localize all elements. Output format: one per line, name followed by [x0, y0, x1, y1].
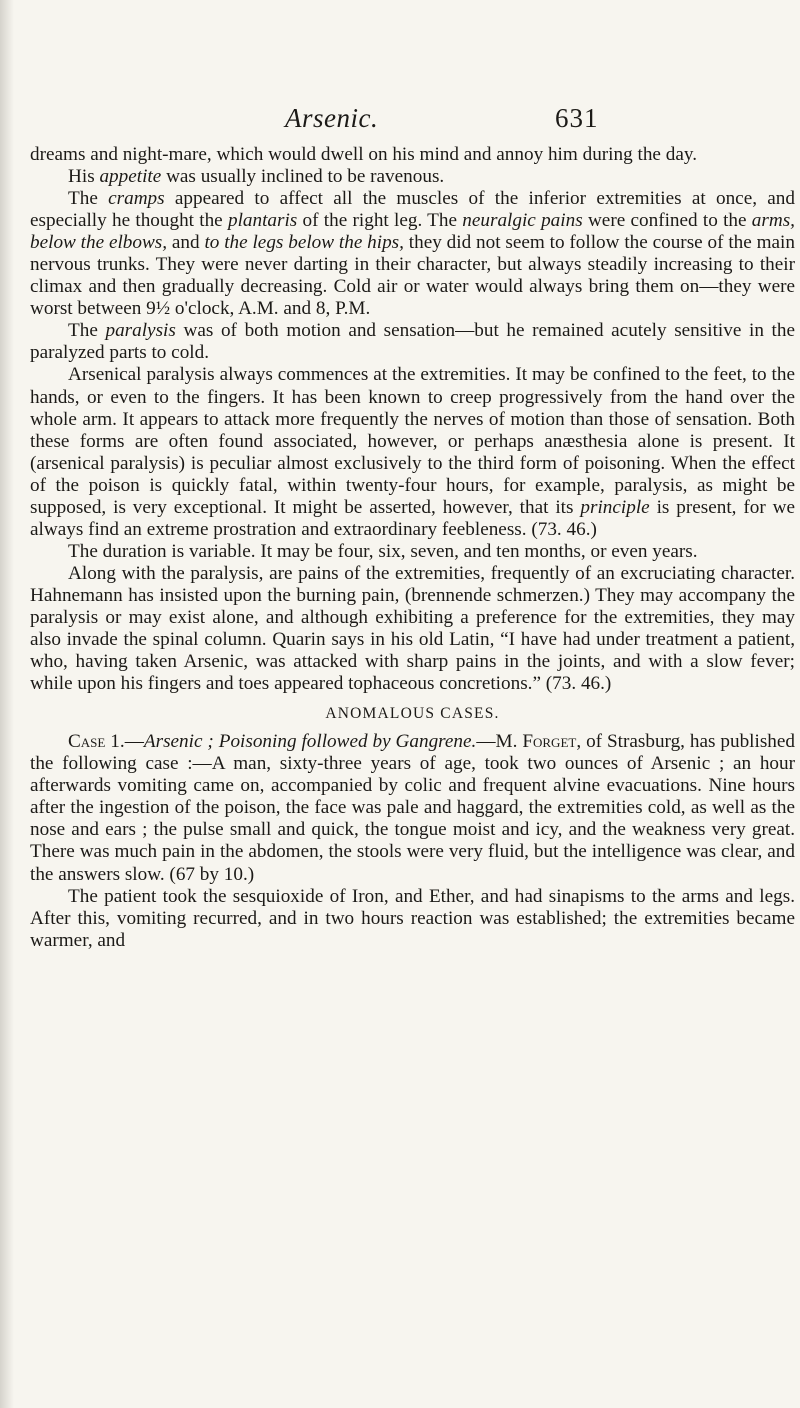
text-run: dreams and night-mare, which would dwell on his mind and annoy him during the day.: [30, 144, 697, 165]
italic-text: principle: [580, 496, 650, 518]
text-run: appeared to affect all the muscles of the inferior extremities at once, and especially he thought the: [30, 188, 795, 232]
text-run: were confined to the: [582, 210, 752, 232]
italic-text: cramps: [108, 188, 165, 210]
paragraph-p6: [30, 541, 795, 563]
text-run: His: [68, 166, 100, 188]
text-run: The: [68, 188, 109, 210]
text-run: was of both motion and sensation—but he remained acutely sensitive in the paralyzed parts to cold.: [30, 320, 795, 364]
paragraph-c2: [30, 886, 795, 952]
text-run: and: [167, 232, 205, 254]
page-header: [0, 103, 800, 139]
italic-text: plantaris: [227, 210, 298, 232]
paragraph-p3: [30, 188, 795, 320]
paragraph-p2: [30, 166, 795, 188]
case-paragraphs: [30, 731, 795, 951]
text-run: is present, for we always find an extreme prostration and extraordinary feebleness. (73. 46.): [30, 496, 796, 540]
text-run: of the right leg. The: [297, 210, 463, 232]
paragraph-p7: [30, 563, 795, 695]
body-paragraphs: [30, 144, 795, 695]
paragraph-c1: [30, 731, 795, 885]
paragraph-p5: [30, 364, 795, 540]
small-caps-text: Case 1.: [68, 731, 125, 753]
page-number: 631: [555, 103, 599, 133]
text-run: they did not seem to follow the course of the main nervous trunks. They were never darting in their character, but always steadily increasing to their climax and then gradually decreasing. Cold air or water would always bring them on—they were worst between 9½ o'clock, A.M. and 8, P.M.: [30, 232, 795, 320]
text-run: The patient took the sesquioxide of Iron, and Ether, and had sinapisms to the arms and legs. After this, vomiting recurred, and in two hours reaction was established; the extremities became warmer, and: [30, 885, 795, 951]
paragraph-p1: [30, 144, 795, 166]
italic-text: Arsenic ; Poisoning followed by Gangrene.: [143, 731, 477, 753]
italic-text: to the legs below the hips,: [204, 232, 404, 254]
page-body: [30, 144, 795, 952]
section-heading: ANOMALOUS CASES.: [325, 705, 500, 723]
text-run: Along with the paralysis, are pains of the extremities, frequently of an excruciating character. Hahnemann has insisted upon the burning pain, (brennende schmerzen.) They may accompany the paralysis or may exist alone, and although exhibiting a preference for the extremities, they may also invade the spinal column. Quarin says in his old Latin, “I have had under treatment a patient, who, having taken Arsenic, was attacked with sharp pains in the joints, and with a slow fever; while upon his fingers and toes appeared tophaceous concretions.” (73. 46.): [30, 562, 795, 695]
text-run: The: [68, 320, 106, 342]
italic-text: paralysis: [105, 320, 176, 342]
running-title: Arsenic.: [285, 103, 379, 133]
italic-text: neuralgic pains: [462, 210, 583, 232]
paragraph-p4: [30, 320, 795, 364]
page-edge-shadow: [0, 0, 14, 1408]
small-caps-text: Forget: [522, 731, 577, 753]
text-run: , of Strasburg, has published the following case :—A man, sixty-three years of age, took two ounces of Arsenic ; an hour afterwards vomiting came on, accompanied by colic and frequent alvine evacuations. Nine hours after the ingestion of the poison, the face was pale and haggard, the extremities cold, as well as the nose and ears ; the pulse small and quick, the tongue moist and icy, and the weakness very great. There was much pain in the abdomen, the stools were very fluid, but the intelligence was clear, and the answers slow. (67 by 10.): [30, 731, 796, 885]
text-run: The duration is variable. It may be four, six, seven, and ten months, or even years.: [68, 540, 698, 562]
italic-text: appetite: [99, 166, 162, 188]
italic-text: arms, below the elbows,: [30, 210, 795, 254]
text-run: —: [124, 731, 144, 753]
text-run: was usually inclined to be ravenous.: [161, 166, 445, 188]
text-run: —M.: [476, 731, 523, 753]
text-run: Arsenical paralysis always commences at the extremities. It may be confined to the feet, to the hands, or even to the fingers. It has been known to creep progressively from the hand over the whole arm. It appears to attack more frequently the nerves of motion than those of sensation. Both these forms are often found associated, however, or perhaps anæsthesia alone is present. It (arsenical paralysis) is peculiar almost exclusively to the third form of poisoning. When the effect of the poison is quickly fatal, within twenty-four hours, for example, paralysis, as might be supposed, is very exceptional. It might be asserted, however, that its: [30, 364, 795, 518]
